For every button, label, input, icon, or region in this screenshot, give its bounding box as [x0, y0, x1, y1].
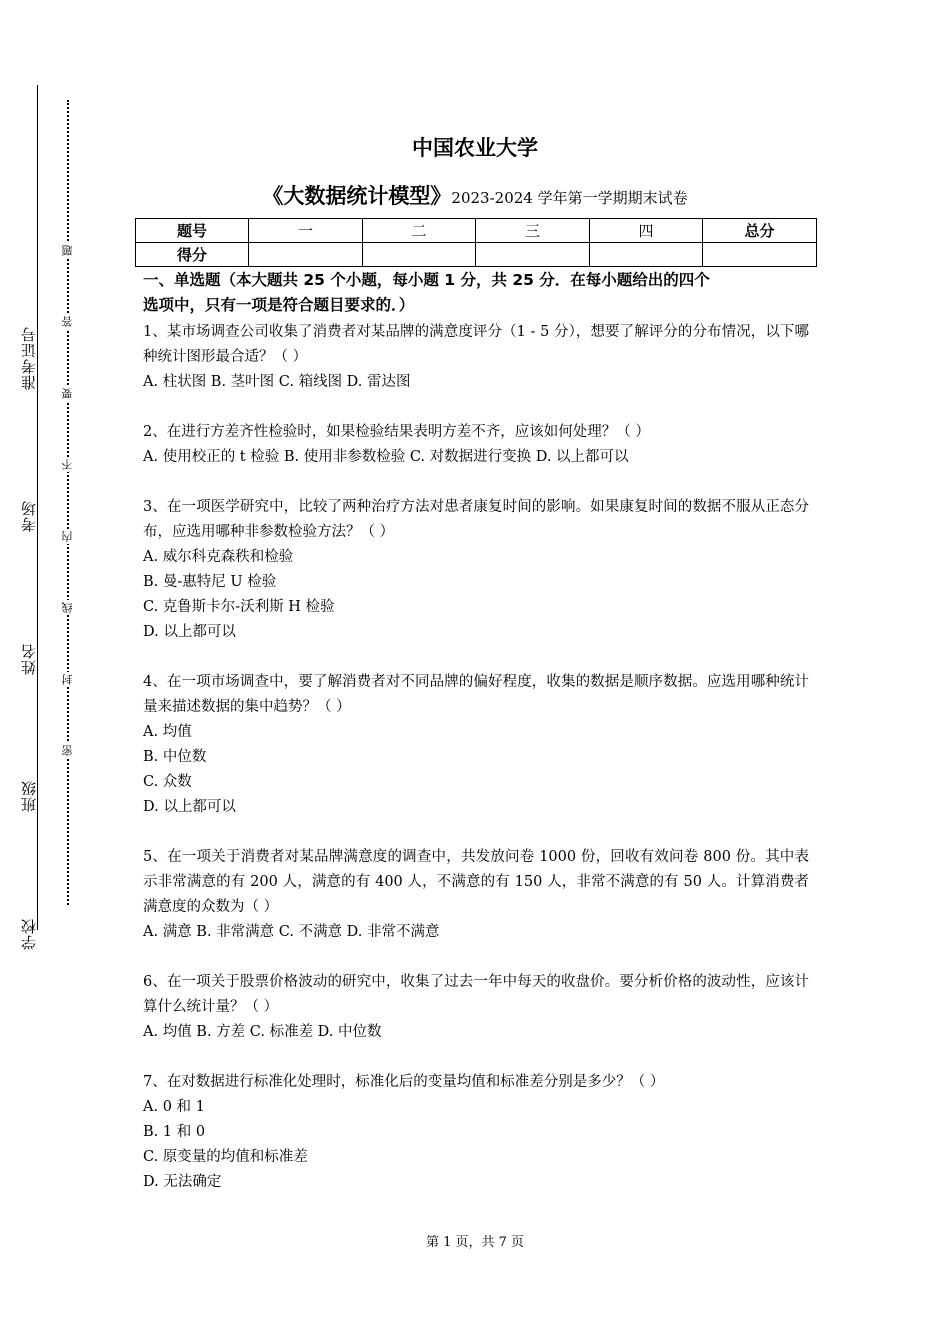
question-option: B. 曼-惠特尼 U 检验 [143, 574, 277, 590]
table-row [136, 219, 817, 243]
seal-char: 线 [61, 602, 74, 613]
score-header-cell: 题号 [136, 219, 249, 243]
score-header-cell: 一 [249, 219, 363, 243]
exam-term: 2023-2024 学年第一学期期末试卷 [451, 189, 688, 207]
university-title: 中国农业大学 [412, 136, 538, 160]
question-options: A. 满意 B. 非常满意 C. 不满意 D. 非常不满意 [143, 924, 440, 940]
question-option: D. 无法确定 [143, 1174, 222, 1190]
exam-content [143, 268, 809, 1220]
seal-char: 题 [61, 245, 74, 256]
question-stem: 4、在一项市场调查中，要了解消费者对不同品牌的偏好程度，收集的数据是顺序数据。应选用哪种统计量来描述数据的集中趋势？（ ） [143, 674, 809, 715]
question-options: A. 使用校正的 t 检验 B. 使用非参数检验 C. 对数据进行变换 D. 以上都可以 [143, 449, 629, 465]
question-7 [143, 1070, 809, 1195]
seal-char: 内 [61, 531, 74, 542]
question-option: A. 威尔科克森秩和检验 [143, 549, 294, 565]
seal-char: 密 [61, 745, 74, 756]
score-table [135, 218, 817, 267]
score-cell [249, 243, 363, 267]
score-cell [476, 243, 590, 267]
field-school: 学校________ [20, 850, 38, 950]
course-name: 《大数据统计模型》 [262, 184, 452, 208]
question-option: B. 中位数 [143, 749, 207, 765]
table-row [136, 243, 817, 267]
question-5 [143, 845, 809, 945]
seal-char: 封 [61, 674, 74, 685]
question-option: C. 众数 [143, 774, 192, 790]
field-name: 姓名________ [20, 575, 38, 675]
score-header-cell: 三 [476, 219, 590, 243]
score-row-label: 得分 [136, 243, 249, 267]
page-footer: 第 1 页，共 7 页 [425, 1235, 525, 1250]
seal-char: 要 [61, 388, 74, 399]
question-2 [143, 420, 809, 470]
score-cell [703, 243, 817, 267]
field-class: 班级________ [20, 712, 38, 812]
field-exam-number: 准考证号________ [20, 258, 38, 390]
question-stem: 7、在对数据进行标准化处理时，标准化后的变量均值和标准差分别是多少？（ ） [143, 1074, 665, 1090]
score-cell [590, 243, 703, 267]
question-option: A. 0 和 1 [143, 1099, 205, 1115]
binding-dotted-line [67, 100, 69, 905]
score-header-cell: 四 [590, 219, 703, 243]
question-option: B. 1 和 0 [143, 1124, 206, 1140]
score-header-cell: 二 [363, 219, 476, 243]
score-header-cell: 总分 [703, 219, 817, 243]
field-exam-room: 考场________ [20, 432, 38, 532]
question-option: D. 以上都可以 [143, 799, 236, 815]
question-3 [143, 495, 809, 645]
seal-char: 不 [61, 459, 74, 470]
score-cell [363, 243, 476, 267]
exam-title [0, 180, 950, 210]
question-stem: 1、某市场调查公司收集了消费者对某品牌的满意度评分（1 - 5 分），想要了解评分的分布情况，以下哪种统计图形最合适？（ ） [143, 324, 809, 365]
question-stem: 3、在一项医学研究中，比较了两种治疗方法对患者康复时间的影响。如果康复时间的数据不服从正态分布，应选用哪种非参数检验方法？（ ） [143, 499, 809, 540]
question-4 [143, 670, 809, 820]
question-options: A. 柱状图 B. 茎叶图 C. 箱线图 D. 雷达图 [143, 374, 411, 390]
question-option: C. 原变量的均值和标准差 [143, 1149, 308, 1165]
section-heading: 一、单选题（本大题共 25 个小题，每小题 1 分，共 25 分．在每小题给出的四个 选项中，只有一项是符合题目要求的．） [143, 271, 710, 314]
question-stem: 5、在一项关于消费者对某品牌满意度的调查中，共发放问卷 1000 份，回收有效问卷 800 份。其中表示非常满意的有 200 人，满意的有 400 人，不满意的有 150 人，非常不满意的有 50 人。计算消费者满意度的众数为（ ） [143, 849, 809, 915]
seal-char: 答 [61, 316, 74, 327]
question-1 [143, 320, 809, 395]
question-6 [143, 970, 809, 1045]
question-options: A. 均值 B. 方差 C. 标准差 D. 中位数 [143, 1024, 382, 1040]
question-stem: 6、在一项关于股票价格波动的研究中，收集了过去一年中每天的收盘价。要分析价格的波动性，应该计算什么统计量？（ ） [143, 974, 809, 1015]
question-option: D. 以上都可以 [143, 624, 236, 640]
question-stem: 2、在进行方差齐性检验时，如果检验结果表明方差不齐，应该如何处理？（ ） [143, 424, 650, 440]
question-option: A. 均值 [143, 724, 192, 740]
question-option: C. 克鲁斯卡尔-沃利斯 H 检验 [143, 599, 335, 615]
